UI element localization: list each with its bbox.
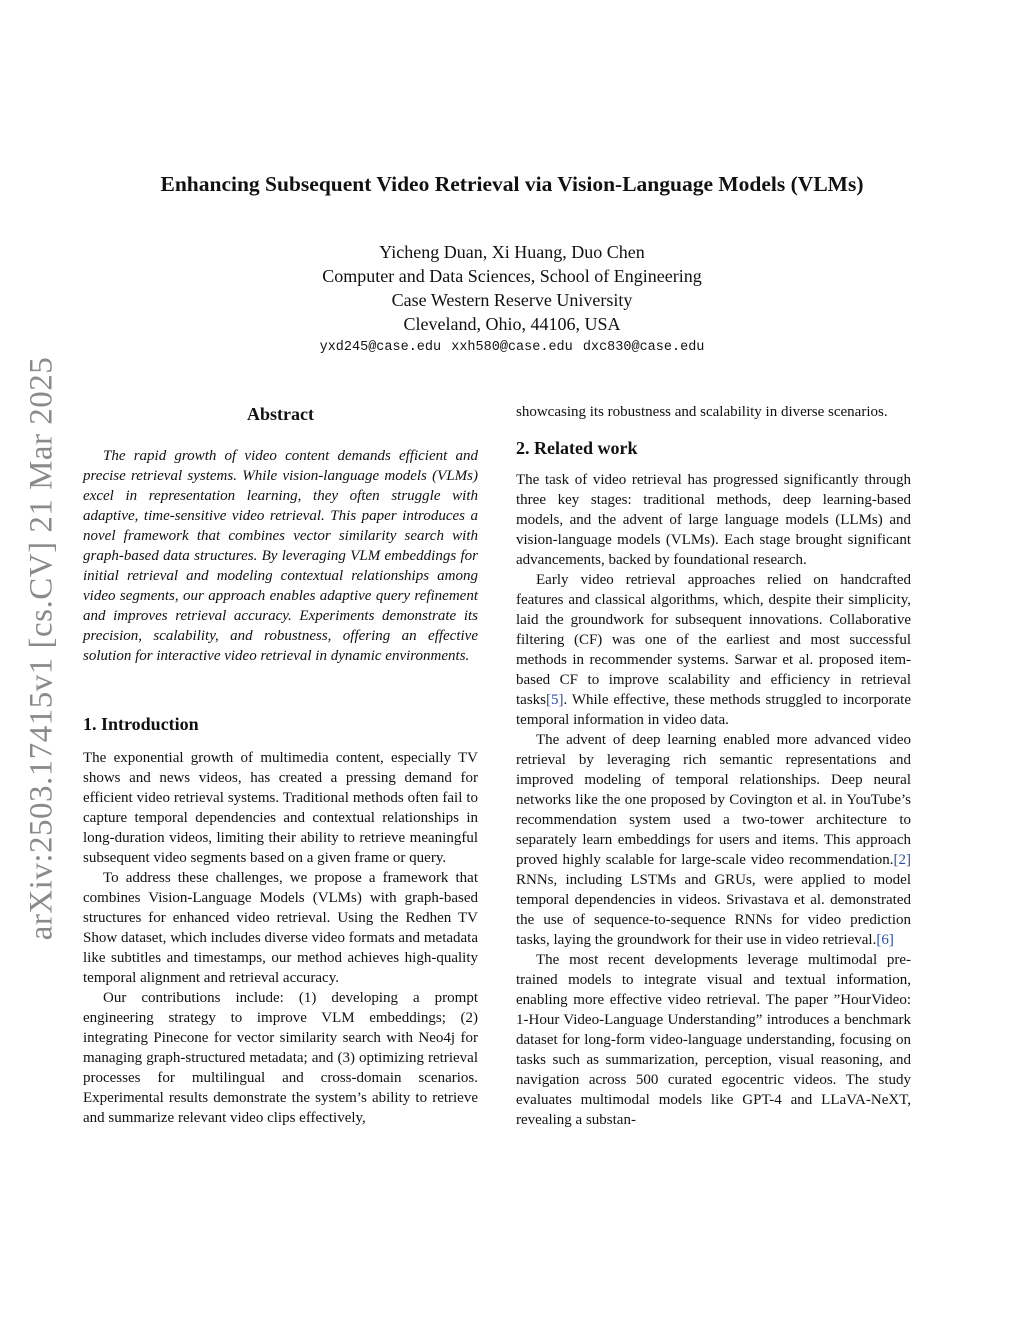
author-location: Cleveland, Ohio, 44106, USA [403,314,621,334]
arxiv-side-stamp [10,348,74,948]
introduction-heading: 1. Introduction [83,714,199,734]
author-names: Yicheng Duan, Xi Huang, Duo Chen [379,242,645,262]
related-paragraph-4: The most recent developments leverage multimodal pre-trained models to integrate visual and textual information, enabling more effective video retrieval. The paper ”HourVideo: 1-Hour Video-Language Understanding” introduces a benchmark dataset for long-form video-language understanding, focusing on tasks such as summarization, perception, visual reasoning, and navigation across 500 curated egocentric videos. The study evaluates multimodal models like GPT-4 and LLaVA-NeXT, revealing a substan- [516,952,911,1128]
citation-link-2[interactable]: [2] [893,852,911,868]
related-p3-text-b: RNNs, including LSTMs and GRUs, were applied to model temporal dependencies in videos. Srivastava et al. demonstrated the use of sequence-to-sequence RNNs for video prediction tasks, laying the groundwork for their use in video retrieval. [516,872,911,948]
author-emails [200,340,824,355]
related-paragraph-2 [516,570,911,730]
author-university: Case Western Reserve University [391,290,633,310]
email-3: dxc830@case.edu [582,340,705,355]
right-column [516,402,911,1130]
intro-continuation: showcasing its robustness and scalability in diverse scenarios. [516,404,888,420]
author-block [200,240,824,336]
email-2: xxh580@case.edu [451,340,573,355]
left-column [83,402,478,1128]
related-p3-text-a: The advent of deep learning enabled more advanced video retrieval by leveraging rich semantic representations and improved modeling of temporal relationships. Deep neural networks like the one proposed by Covington et al. in YouTube’s recommendation system used a two-tower architecture to separately learn embeddings for users and items. This approach proved highly scalable for large-scale video recommendation. [516,732,911,868]
citation-link-5[interactable]: [5] [546,692,564,708]
related-paragraph-1: The task of video retrieval has progressed significantly through three key stages: traditional methods, deep learning-based models, and the advent of large language models (LLMs) and vision-language models (VLMs). Each stage brought significant advancements, backed by foundational research. [516,472,911,568]
related-paragraph-3 [516,730,911,950]
citation-link-6[interactable]: [6] [876,932,894,948]
intro-paragraph-1: The exponential growth of multimedia content, especially TV shows and news videos, has created a pressing demand for efficient video retrieval systems. Traditional methods often fail to capture temporal dependencies and contextual relationships in long-duration videos, limiting their ability to retrieve meaningful subsequent video segments based on a given frame or query. [83,750,478,866]
paper-title: Enhancing Subsequent Video Retrieval via Vision-Language Models (VLMs) [160,172,864,196]
related-p2-text-a: Early video retrieval approaches relied on handcrafted features and classical algorithms, which, despite their simplicity, laid the groundwork for subsequent innovations. Collaborative filtering (CF) was one of the earliest and most successful methods in recommender systems. Sarwar et al. proposed item-based CF to improve scalability and efficiency in retrieval tasks [516,572,911,708]
intro-paragraph-3: Our contributions include: (1) developing a prompt engineering strategy to improve VLM embeddings; (2) integrating Pinecone for vector similarity search with Neo4j for managing graph-structured metadata; and (3) optimizing retrieval processes for multilingual and cross-domain scenarios. Experimental results demonstrate the system’s ability to retrieve and summarize relevant video clips effectively, [83,990,478,1126]
intro-paragraph-2: To address these challenges, we propose a framework that combines Vision-Language Models (VLMs) with graph-based structures for enhanced video retrieval. Using the Redhen TV Show dataset, which includes diverse video formats and metadata like subtitles and timestamps, our method achieves high-quality temporal alignment and retrieval accuracy. [83,870,478,986]
author-department: Computer and Data Sciences, School of Engineering [322,266,702,286]
abstract-text: The rapid growth of video content demands efficient and precise retrieval systems. While vision-language models (VLMs) excel in representation learning, they often struggle with adaptive, time-sensitive video retrieval. This paper introduces a novel framework that combines vector similarity search with graph-based data structures. By leveraging VLM embeddings for initial retrieval and modeling contextual relationships among video segments, our approach enables adaptive query refinement and improves retrieval accuracy. Experiments demonstrate its precision, scalability, and robustness, offering an effective solution for interactive video retrieval in dynamic environments. [83,448,478,664]
arxiv-identifier: arXiv:2503.17415v1 [cs.CV] 21 Mar 2025 [23,356,60,940]
related-p2-text-b: . While effective, these methods struggled to incorporate temporal information in video data. [516,692,911,728]
email-1: yxd245@case.edu [319,340,442,355]
abstract-heading: Abstract [247,404,314,424]
related-work-heading: 2. Related work [516,438,638,458]
